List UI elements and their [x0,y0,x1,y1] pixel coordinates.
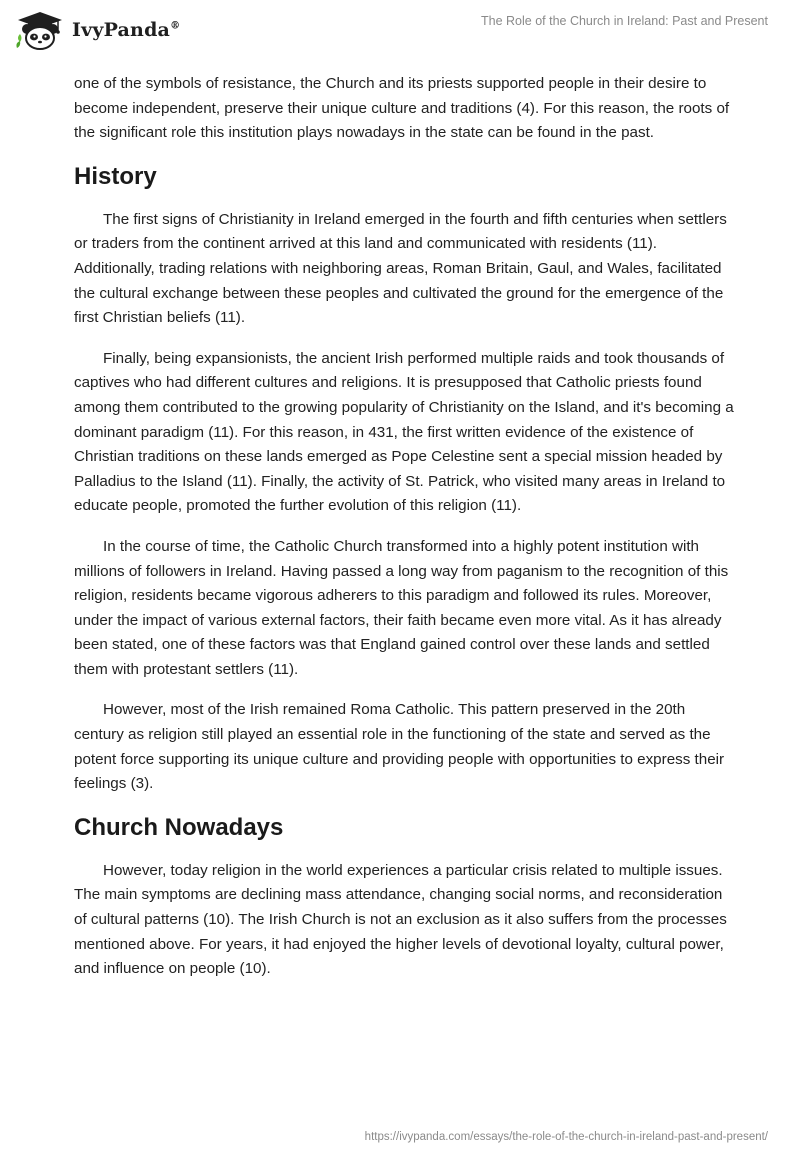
section-heading-church-nowadays: Church Nowadays [74,813,284,841]
section-heading-history: History [74,162,157,190]
essay-body [74,72,734,998]
panda-graduate-icon [14,10,66,50]
paragraph: However, today religion in the world experiences a particular crisis related to multiple issues. The main symptoms are declining mass attendance, changing social norms, and reconsideration of cultural patterns (10). The Irish Church is not an exclusion as it also suffers from the processes mentioned above. For years, it had enjoyed the higher levels of devotional loyalty, cultural power, and influence on people (10). [74,861,727,978]
document-title: The Role of the Church in Ireland: Past and Present [481,14,768,28]
intro-paragraph: one of the symbols of resistance, the Church and its priests supported people in their desire to become independent, preserve their unique culture and traditions (4). For this reason, the roots of the significant role this institution plays nowadays in the state can be found in the past. [74,75,730,142]
registered-mark: ® [170,20,181,32]
ivypanda-logo[interactable] [14,10,180,50]
paragraph: The first signs of Christianity in Ireland emerged in the fourth and fifth centuries when settlers or traders from the continent arrived at this land and communicated with residents (11). Additionally, trading relations with neighboring areas, Roman Britain, Gaul, and Wales, facilitated the cultural exchange between these peoples and cultivated the ground for the emergence of the first Christian beliefs (11). [74,210,727,327]
brand-name: IvyPanda® [72,19,181,41]
paragraph: In the course of time, the Catholic Church transformed into a highly potent institution with millions of followers in Ireland. Having passed a long way from paganism to the recognition of this religion, residents became vigorous adherers to this paradigm and followed its rules. Moreover, under the impact of various external factors, their faith became even more vital. As it has already been stated, one of these factors was that England gained control over these lands and settled them with protestant settlers (11). [74,537,729,678]
source-url[interactable]: https://ivypanda.com/essays/the-role-of-the-church-in-ireland-past-and-present/ [364,1131,768,1143]
paragraph: Finally, being expansionists, the ancient Irish performed multiple raids and took thousands of captives who had different cultures and religions. It is presupposed that Catholic priests found among them contributed to the growing popularity of Christianity on the Island, and it's becoming a dominant paradigm (11). For this reason, in 431, the first written evidence of the existence of Christian traditions on these lands emerged as Pope Celestine sent a special mission headed by Palladius to the Island (11). Finally, the activity of St. Patrick, who visited many areas in Ireland to educate people, promoted the further evolution of this religion (11). [74,349,734,515]
page-header [0,0,800,70]
paragraph: However, most of the Irish remained Roma Catholic. This pattern preserved in the 20th century as religion still played an essential role in the functioning of the state and served as the potent force supporting its unique culture and providing people with opportunities to express their feelings (3). [74,701,725,793]
